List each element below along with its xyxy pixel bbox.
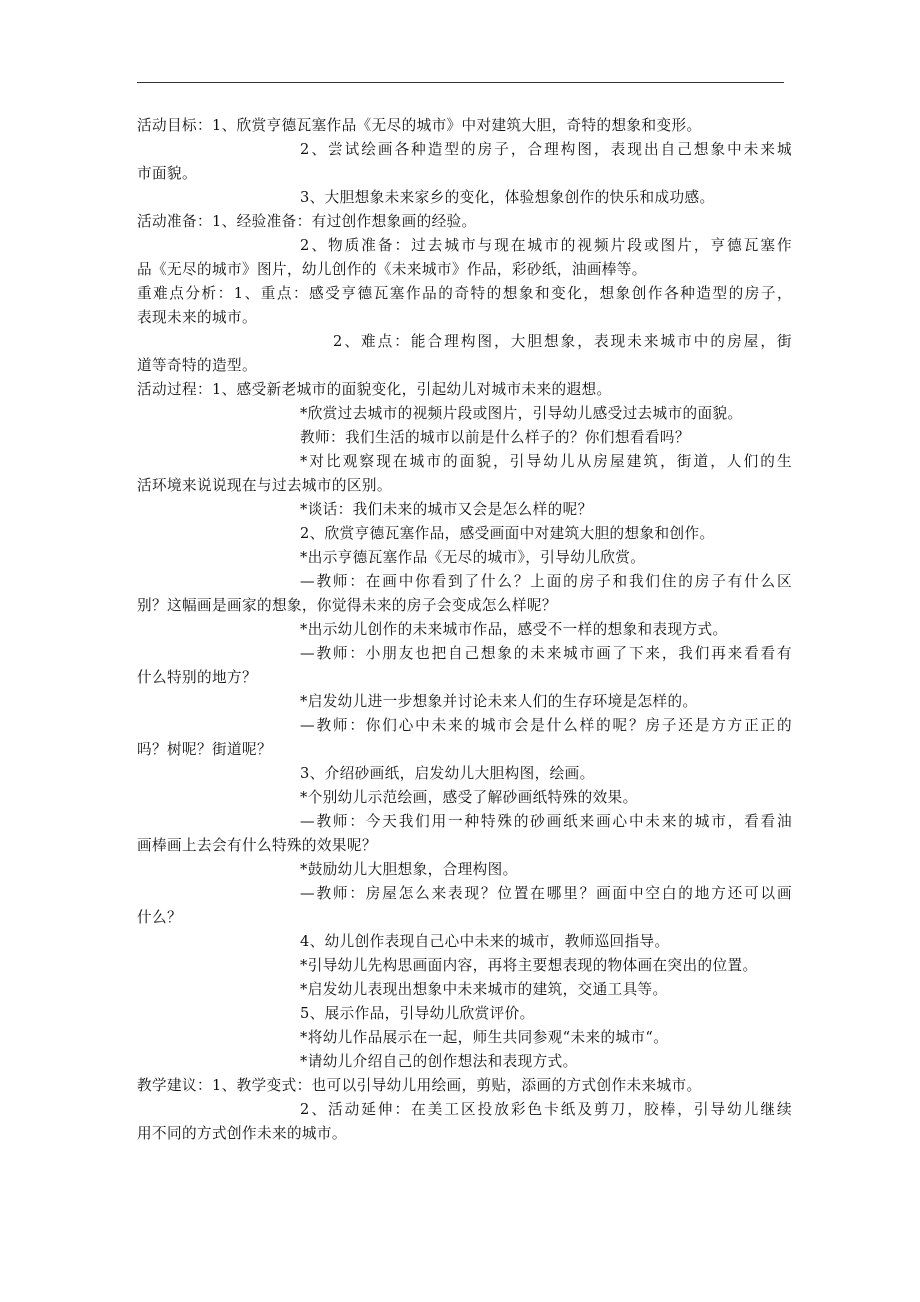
- text-line: 3、大胆想象未来家乡的变化，体验想象创作的快乐和成功感。: [300, 189, 715, 206]
- text-line: 品《无尽的城市》图片，幼儿创作的《未来城市》作品，彩砂纸，油画棒等。: [137, 261, 647, 278]
- text-line: *对比观察现在城市的面貌，引导幼儿从房屋建筑，街道，人们的生: [300, 453, 792, 470]
- text-line: 别？这幅画是画家的想象，你觉得未来的房子会变成怎么样呢？: [137, 597, 557, 614]
- text-line: *个别幼儿示范绘画，感受了解砂画纸特殊的效果。: [300, 789, 638, 806]
- text-line: 教学建议：1、教学变式：也可以引导幼儿用绘画，剪贴，添画的方式创作未来城市。: [137, 1077, 702, 1094]
- text-line: —教师：今天我们用一种特殊的砂画纸来画心中未来的城市，看看油: [300, 813, 792, 830]
- text-line: 2、物质准备：过去城市与现在城市的视频片段或图片，亨德瓦塞作: [300, 237, 792, 254]
- text-line: 市面貌。: [137, 165, 197, 182]
- text-line: 4、幼儿创作表现自己心中未来的城市，教师巡回指导。: [300, 933, 670, 950]
- text-line: *欣赏过去城市的视频片段或图片，引导幼儿感受过去城市的面貌。: [300, 405, 743, 422]
- text-line: 活环境来说说现在与过去城市的区别。: [137, 477, 392, 494]
- text-line: 表现未来的城市。: [137, 309, 257, 326]
- text-line: —教师：小朋友也把自己想象的未来城市画了下来，我们再来看看有: [300, 645, 792, 662]
- text-line: *启发幼儿表现出想象中未来城市的建筑，交通工具等。: [300, 981, 668, 998]
- text-line: 画棒画上去会有什么特殊的效果呢？: [137, 837, 377, 854]
- text-line: 3、介绍砂画纸，启发幼儿大胆构图，绘画。: [300, 765, 595, 782]
- text-line: 用不同的方式创作未来的城市。: [137, 1125, 347, 1142]
- text-line: —教师：房屋怎么来表现？位置在哪里？画面中空白的地方还可以画: [300, 885, 792, 902]
- text-line: —教师：你们心中未来的城市会是什么样的呢？房子还是方方正正的: [300, 717, 792, 734]
- text-line: 教师：我们生活的城市以前是什么样子的？你们想看看吗？: [300, 429, 690, 446]
- text-line: *请幼儿介绍自己的创作想法和表现方式。: [300, 1053, 578, 1070]
- text-line: 什么特别的地方？: [137, 669, 257, 686]
- text-line: 活动目标：1、欣赏亨德瓦塞作品《无尽的城市》中对建筑大胆，奇特的想象和变形。: [137, 117, 702, 134]
- text-line: 2、难点：能合理构图，大胆想象，表现未来城市中的房屋，街: [333, 333, 792, 350]
- text-line: *谈话：我们未来的城市又会是怎么样的呢？: [300, 501, 593, 518]
- text-line: *启发幼儿进一步想象并讨论未来人们的生存环境是怎样的。: [300, 693, 698, 710]
- text-line: *出示幼儿创作的未来城市作品，感受不一样的想象和表现方式。: [300, 621, 728, 638]
- header-rule: [137, 82, 784, 83]
- text-line: 活动过程：1、感受新老城市的面貌变化，引起幼儿对城市未来的遐想。: [137, 381, 612, 398]
- text-line: 重难点分析：1、重点：感受亨德瓦塞作品的奇特的想象和变化，想象创作各种造型的房子，: [137, 285, 792, 302]
- text-line: 道等奇特的造型。: [137, 357, 257, 374]
- text-line: 2、活动延伸：在美工区投放彩色卡纸及剪刀，胶棒，引导幼儿继续: [300, 1101, 792, 1118]
- text-line: —教师：在画中你看到了什么？上面的房子和我们住的房子有什么区: [300, 573, 792, 590]
- text-line: 2、欣赏亨德瓦塞作品，感受画面中对建筑大胆的想象和创作。: [300, 525, 715, 542]
- text-line: *引导幼儿先构思画面内容，再将主要想表现的物体画在突出的位置。: [300, 957, 758, 974]
- text-line: *鼓励幼儿大胆想象，合理构图。: [300, 861, 518, 878]
- text-line: 吗？树呢？街道呢？: [137, 741, 272, 758]
- text-line: *出示亨德瓦塞作品《无尽的城市》，引导幼儿欣赏。: [300, 549, 646, 566]
- text-line: 什么？: [137, 909, 182, 926]
- text-line: 2、尝试绘画各种造型的房子，合理构图，表现出自己想象中未来城: [300, 141, 792, 158]
- text-line: 活动准备：1、经验准备：有过创作想象画的经验。: [137, 213, 477, 230]
- text-line: 5、展示作品，引导幼儿欣赏评价。: [300, 1005, 535, 1022]
- text-line: *将幼儿作品展示在一起，师生共同参观“未来的城市“。: [300, 1029, 669, 1046]
